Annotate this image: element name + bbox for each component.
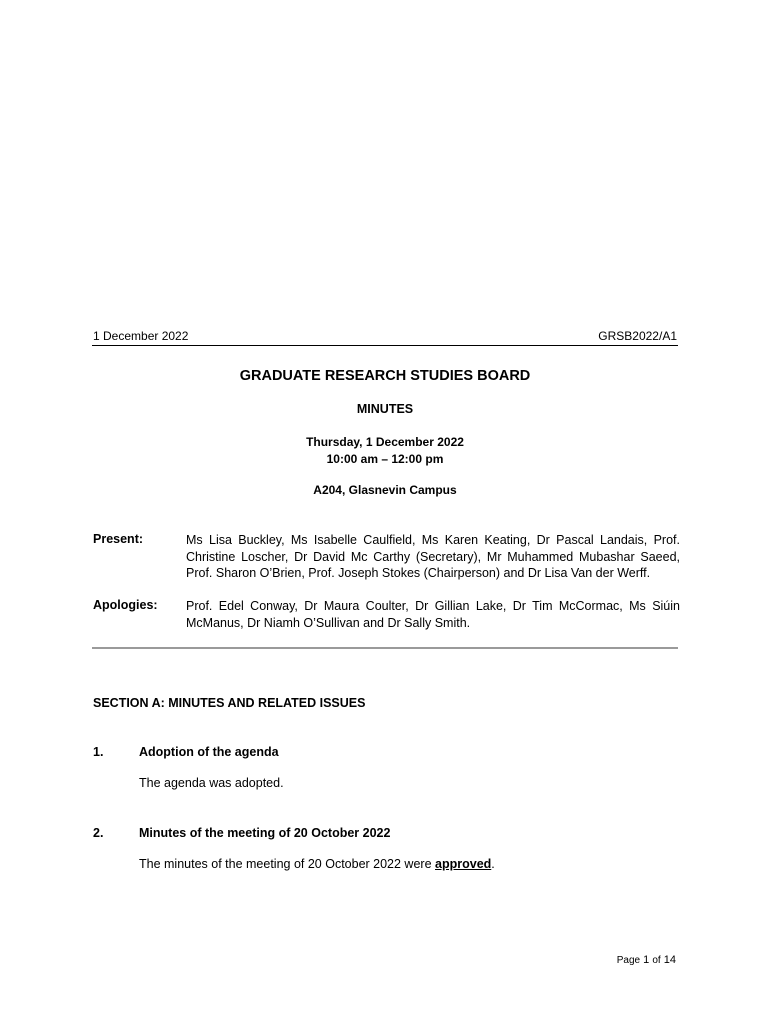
meeting-time: 10:00 am – 12:00 pm [326, 452, 444, 466]
header-reference: GRSB2022/A1 [598, 329, 677, 343]
document-header [92, 329, 678, 346]
item-number: 2. [93, 826, 104, 840]
item-title: Minutes of the meeting of 20 October 2022 [139, 826, 391, 840]
apologies-list: Prof. Edel Conway, Dr Maura Coulter, Dr Gillian Lake, Dr Tim McCormac, Ms Siúin McManus, Dr Niamh O’Sullivan and Dr Sally Smith. [186, 599, 680, 630]
meeting-datetime [92, 434, 678, 468]
meeting-venue: A204, Glasnevin Campus [313, 483, 457, 497]
document-subtitle: MINUTES [356, 402, 414, 416]
page-total: 14 [663, 954, 676, 966]
present-label: Present: [93, 532, 144, 546]
document-title: GRADUATE RESEARCH STUDIES BOARD [239, 368, 531, 384]
header-date: 1 December 2022 [93, 329, 189, 343]
present-list: Ms Lisa Buckley, Ms Isabelle Caulfield, Ms Karen Keating, Dr Pascal Landais, Prof. Christine Loscher, Dr David Mc Carthy (Secretary), Mr Muhammed Mubashar Saeed, Prof. Sharon O’Brien, Prof. Joseph Stokes (Chairperson) and Dr Lisa Van der Werff. [186, 533, 680, 580]
item-number: 1. [93, 745, 104, 759]
item-body-suffix: . [491, 857, 495, 871]
page-footer [617, 954, 676, 966]
item-title: Adoption of the agenda [139, 745, 279, 759]
item-body [139, 857, 495, 871]
page-current: 1 [643, 954, 650, 966]
section-a-heading: SECTION A: MINUTES AND RELATED ISSUES [93, 696, 366, 710]
section-divider [92, 647, 678, 649]
page-word: Page [616, 955, 641, 966]
meeting-date: Thursday, 1 December 2022 [306, 435, 464, 449]
approved-emphasis: approved [435, 857, 492, 871]
item-body: The agenda was adopted. [139, 776, 284, 790]
item-body-prefix: The minutes of the meeting of 20 October 2022 were [139, 857, 436, 871]
apologies-label: Apologies: [93, 598, 158, 612]
of-word: of [652, 955, 661, 966]
